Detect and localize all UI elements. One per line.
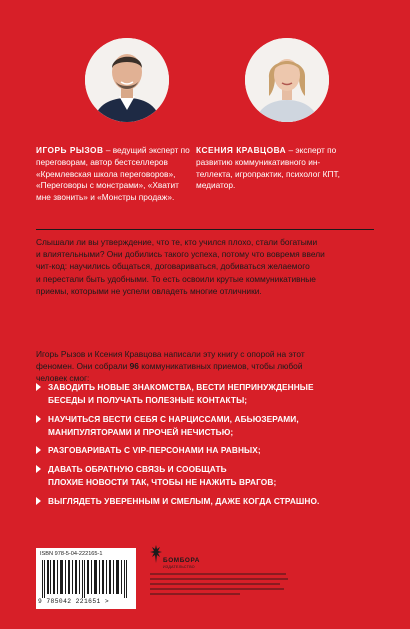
list-item-text: БЕСЕДЫ И ПОЛУЧАТЬ ПОЛЕЗНЫЕ КОНТАКТЫ; (48, 394, 248, 405)
barcode (36, 548, 136, 609)
author-bio-ksenia (196, 145, 374, 192)
list-item-text: ЗАВОДИТЬ НОВЫЕ ЗНАКОМСТВА, ВЕСТИ НЕПРИНУЖДЕННЫЕ (48, 382, 314, 392)
paragraph-line: приемы, которыми не успели овладеть многие отличники. (36, 285, 262, 296)
bio-text: мне звонить» и «Монстры продаж». (36, 192, 175, 203)
paragraph-line: Слышали ли вы утверждение, что те, кто учился плохо, стали богатыми (36, 237, 318, 247)
list-item (36, 381, 376, 407)
list-item-text: РАЗГОВАРИВАТЬ С VIP-ПЕРСОНАМИ НА РАВНЫХ; (48, 445, 261, 456)
isbn-text: ISBN 978-5-04-222165-1 (40, 551, 103, 557)
fine-print-lines-icon (150, 572, 290, 598)
list-item-text: МАНИПУЛЯТОРАМИ И ПРОЧЕЙ НЕЧИСТЬЮ; (48, 426, 234, 437)
list-item (36, 463, 376, 489)
triangle-bullet-icon (36, 415, 41, 423)
divider (36, 229, 374, 230)
author-name: КСЕНИЯ КРАВЦОВА (196, 145, 287, 155)
triangle-bullet-icon (36, 497, 41, 505)
triangle-bullet-icon (36, 465, 41, 473)
publisher-name: БОМБОРА (163, 557, 200, 564)
bio-text: «Кремлевская школа переговоров», (36, 168, 176, 179)
publisher-fine-print (150, 572, 290, 600)
bio-text: – эксперт по развитию коммуникативного ин- (196, 145, 337, 167)
publisher-subtitle: ИЗДАТЕЛЬСТВО (163, 565, 195, 569)
intro-paragraph (36, 236, 374, 297)
paragraph-line: Игорь Рызов и Ксения Кравцова написали эту книгу с опорой на этот (36, 349, 305, 359)
list-item (36, 444, 376, 457)
author-bio-igor (36, 145, 201, 204)
paragraph-line: чит-код: научились общаться, договариваться, добиваться желаемого (36, 261, 310, 272)
paragraph-line: коммуникативных приемов, чтобы любой (138, 361, 303, 372)
list-item-text: НАУЧИТЬСЯ ВЕСТИ СЕБЯ С НАРЦИССАМИ, АБЬЮЗЕРАМИ, (48, 413, 299, 424)
author-photo-ksenia (245, 38, 329, 122)
paragraph-line: и влиятельными? Они добились такого успеха, потому что вовремя ввели (36, 249, 325, 260)
triangle-bullet-icon (36, 446, 41, 454)
barcode-bars-icon (42, 560, 130, 598)
list-item (36, 495, 376, 508)
second-paragraph (36, 348, 374, 385)
list-item-text: ПЛОХИЕ НОВОСТИ ТАК, ЧТОБЫ НЕ НАЖИТЬ ВРАГОВ; (48, 477, 277, 488)
list-item (36, 413, 376, 439)
bio-text: медиатор. (196, 180, 236, 191)
bio-text: – ведущий эксперт по переговорам, автор бестселлеров (36, 145, 190, 167)
list-item-text: ДАВАТЬ ОБРАТНУЮ СВЯЗЬ И СООБЩАТЬ (48, 464, 227, 475)
list-item-text: ВЫГЛЯДЕТЬ УВЕРЕННЫМ И СМЕЛЫМ, ДАЖЕ КОГДА СТРАШНО. (48, 496, 320, 507)
paragraph-line: человек смог: (36, 373, 90, 384)
paragraph-line: феномен. Они собрали (36, 361, 130, 372)
author-photo-igor (85, 38, 169, 122)
barcode-digits: 9 785042 221651 > (38, 598, 110, 605)
triangle-bullet-icon (36, 383, 41, 391)
highlight-number: 96 (129, 361, 139, 372)
benefits-list (36, 381, 376, 514)
bombora-logo-icon (150, 545, 162, 563)
bio-text: теллекта, игропрактик, психолог КПТ, (196, 168, 340, 179)
author-name: ИГОРЬ РЫЗОВ (36, 145, 104, 155)
bio-text: «Переговоры с монстрами», «Хватит (36, 180, 179, 191)
paragraph-line: и перестали быть удобными. То есть освоили крутые коммуникативные (36, 273, 316, 284)
